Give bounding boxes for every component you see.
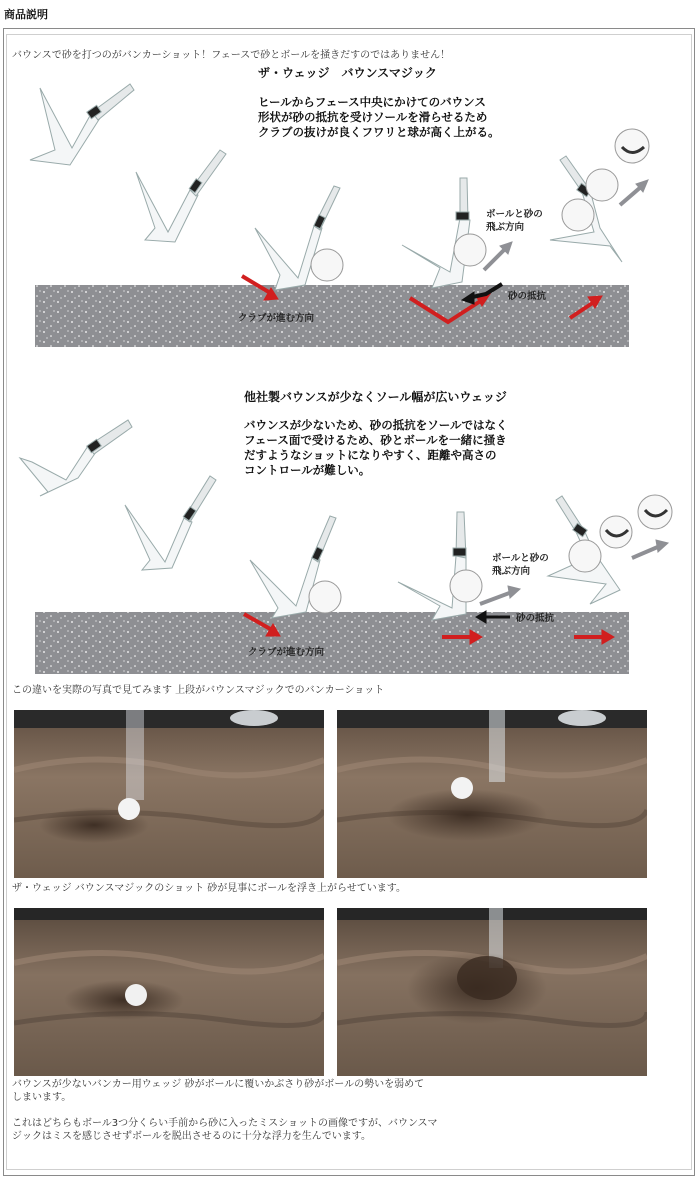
diagram-1-desc-line: クラブの抜けが良くフワリと球が高く上がる。 <box>258 125 500 139</box>
ball-3 <box>569 540 601 572</box>
diagram-2-desc-line: バウンスが少ないため、砂の抵抗をソールではなく <box>244 418 508 432</box>
caption-bounce-magic: ザ・ウェッジ バウンスマジックのショット 砂が見事にボールを浮き上がらせています。 <box>12 883 406 894</box>
section-header: 商品説明 <box>4 8 48 21</box>
label-line: ボールと砂の <box>486 209 543 220</box>
caption-line: しまいます。 <box>12 1092 72 1103</box>
diagram-2-label-ball-sand <box>492 552 549 578</box>
photo-other-wedge-1 <box>14 908 324 1076</box>
photo-bounce-magic-1 <box>14 710 324 878</box>
club-head-2 <box>125 476 216 570</box>
diagram-1-desc-line: ヒールからフェース中央にかけてのバウンス <box>258 95 486 109</box>
diagram-2-label-club-direction: クラブが進む方向 <box>248 647 325 658</box>
diagram-1-desc-line: 形状が砂の抵抗を受けソールを滑らせるため <box>258 110 488 124</box>
diagram-2-label-resistance: 砂の抵抗 <box>516 613 555 624</box>
label-line: ボールと砂の <box>492 553 549 564</box>
club-head-1 <box>20 420 132 496</box>
ball-2 <box>450 570 482 602</box>
caption-other-wedge <box>12 1078 424 1104</box>
intro-text: バウンスで砂を打つのがバンカーショット！フェースで砂とボールを掻きだすのではありません！ <box>12 50 451 61</box>
diagram-2-desc-line: フェース面で受けるため、砂とボールを一緒に掻き <box>244 433 507 447</box>
label-line: 飛ぶ方向 <box>486 222 525 233</box>
diagram-2-description <box>244 418 507 478</box>
photos-intro-text: この違いを実際の写真で見てみます 上段がバウンスマジックでのバンカーショット <box>12 685 385 696</box>
photo-bounce-magic-2 <box>337 710 647 878</box>
diagram-1-title: ザ・ウェッジ バウンスマジック <box>258 66 437 80</box>
diagram-2-title: 他社製バウンスが少なくソール幅が広いウェッジ <box>244 390 507 404</box>
ball-1 <box>309 581 341 613</box>
diagram-2-desc-line: だすようなショットになりやすく、距離や高さの <box>244 448 497 462</box>
caption-line: バウンスが少ないバンカー用ウェッジ 砂がボールに覆いかぶさり砂がボールの勢いを弱めて <box>12 1079 425 1090</box>
club-head-4 <box>398 512 466 620</box>
caption-summary <box>12 1117 437 1143</box>
caption-line: これはどちらもボール3つ分くらい手前から砂に入ったミスショットの画像ですが、バウンスマ <box>12 1118 438 1129</box>
diagram-1-label-resistance: 砂の抵抗 <box>508 291 547 302</box>
label-line: 飛ぶ方向 <box>492 566 531 577</box>
diagram-2-desc-line: コントロールが難しい。 <box>244 463 371 477</box>
diagram-1-label-club-direction: クラブが進む方向 <box>238 313 315 324</box>
photo-other-wedge-2 <box>337 908 647 1076</box>
caption-line: ジックはミスを感じさせずボールを脱出させるのに十分な浮力を生んでいます。 <box>12 1131 371 1142</box>
